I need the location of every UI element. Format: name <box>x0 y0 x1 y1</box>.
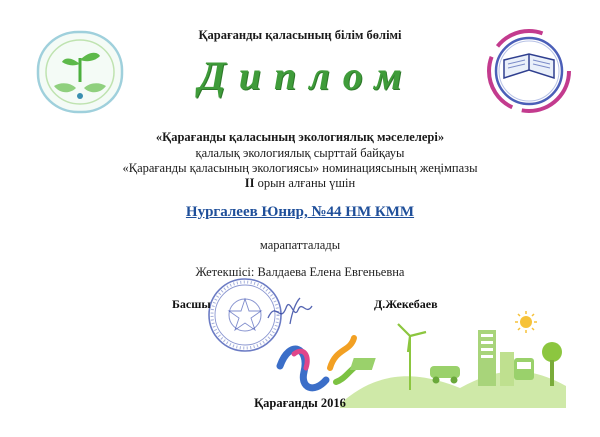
signature-right-name: Д.Жекебаев <box>374 297 438 311</box>
footer-city-year: Қарағанды 2016 <box>254 396 346 410</box>
awarded-text: марапатталады <box>259 238 341 252</box>
place-number: II <box>244 176 255 190</box>
competition-title: «Қарағанды қаласының экологиялық мәселелері» <box>155 130 445 144</box>
recipient-name-line <box>0 204 600 221</box>
header-org-name: Қарағанды қаласының білім бөлімі <box>198 28 402 42</box>
signature-left-label: Басшы <box>172 297 211 311</box>
competition-nomination: «Қарағанды қаласының экологиясы» номинациясының жеңімпазы <box>122 161 478 175</box>
competition-description: қалалық экологиялық сырттай байқауы <box>195 146 405 160</box>
place-suffix: орын алғаны үшін <box>257 176 356 190</box>
supervisor-text: Жетекшісі: Валдаева Елена Евгеньевна <box>195 265 405 279</box>
diploma-title: Диплом <box>198 53 415 98</box>
place-line <box>0 176 600 191</box>
recipient-name: Нургалеев Юнир, №44 НМ КММ <box>185 204 415 220</box>
eco-city-illustration-icon <box>270 308 570 408</box>
